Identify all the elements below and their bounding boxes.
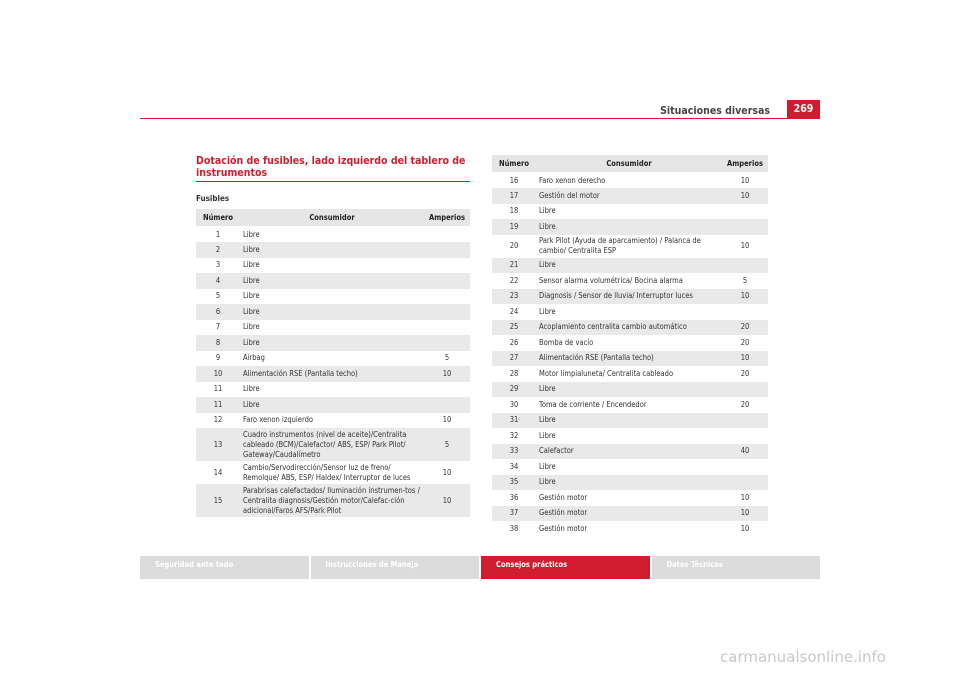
table-row: [196, 273, 470, 289]
fuse-consumer-cell: Libre: [536, 428, 722, 444]
fuse-consumer-cell: Libre: [240, 320, 424, 336]
fuse-amps-cell: 10: [722, 188, 768, 204]
fuse-amps-cell: 20: [722, 335, 768, 351]
fuse-number-cell: 22: [492, 273, 536, 289]
fuse-number-cell: 13: [196, 428, 240, 461]
fuse-amps-cell: 5: [424, 351, 470, 367]
table-row: [492, 382, 768, 398]
fuse-amps-cell: [424, 258, 470, 274]
fuse-number-cell: 2: [196, 242, 240, 258]
fuse-amps-cell: 40: [722, 444, 768, 460]
fuse-consumer-cell: Libre: [536, 459, 722, 475]
fuse-amps-cell: [424, 304, 470, 320]
table-header-row: [492, 155, 768, 173]
fuse-consumer-cell: Faro xenon izquierdo: [240, 413, 424, 429]
fuse-consumer-cell: Libre: [536, 304, 722, 320]
fuse-consumer-cell: Libre: [536, 204, 722, 220]
table-row: [492, 366, 768, 382]
fuse-consumer-cell: Libre: [240, 258, 424, 274]
fuse-consumer-cell: Gestión motor: [536, 490, 722, 506]
fuse-amps-cell: [424, 289, 470, 305]
header-divider: [140, 118, 820, 119]
page-number: 269: [787, 100, 820, 118]
fuse-amps-cell: [722, 475, 768, 491]
table-row: [492, 351, 768, 367]
footer-tab-4[interactable]: Datos Técnicos: [652, 556, 821, 579]
footer-nav: [140, 556, 820, 579]
fuse-table-right: [492, 155, 768, 537]
fuse-amps-cell: [722, 413, 768, 429]
table-row: [492, 258, 768, 274]
fuse-table-left: [196, 209, 470, 517]
fuse-consumer-cell: Gestión del motor: [536, 188, 722, 204]
fuse-consumer-cell: Park Pilot (Ayuda de aparcamiento) / Palanca de cambio/ Centralita ESP: [536, 235, 722, 258]
table-row: [196, 227, 470, 243]
table-row: [196, 484, 470, 517]
fuse-amps-cell: 5: [722, 273, 768, 289]
table-row: [492, 428, 768, 444]
fuse-amps-cell: 10: [722, 490, 768, 506]
fuse-amps-cell: [424, 397, 470, 413]
table-row: [196, 351, 470, 367]
table-row: [492, 235, 768, 258]
fuse-number-cell: 5: [196, 289, 240, 305]
fuse-consumer-cell: Calefactor: [536, 444, 722, 460]
fuse-amps-cell: [424, 227, 470, 243]
fuse-number-cell: 23: [492, 289, 536, 305]
fuse-number-cell: 6: [196, 304, 240, 320]
fuse-number-cell: 38: [492, 521, 536, 537]
table-row: [492, 219, 768, 235]
fuse-consumer-cell: Libre: [240, 273, 424, 289]
table-row: [196, 258, 470, 274]
watermark: carmanualsonline.info: [720, 648, 886, 666]
fuse-number-cell: 25: [492, 320, 536, 336]
fuse-amps-cell: 10: [424, 484, 470, 517]
fuse-amps-cell: 5: [424, 428, 470, 461]
fuse-number-cell: 16: [492, 173, 536, 189]
column-header-amps: Amperios: [722, 155, 768, 173]
table-row: [196, 413, 470, 429]
fuse-consumer-cell: Airbag: [240, 351, 424, 367]
fuse-amps-cell: [722, 204, 768, 220]
fuse-amps-cell: 10: [722, 289, 768, 305]
table-row: [196, 397, 470, 413]
table-row: [492, 521, 768, 537]
fuse-number-cell: 32: [492, 428, 536, 444]
fuse-amps-cell: 20: [722, 366, 768, 382]
table-row: [196, 335, 470, 351]
fuse-number-cell: 11: [196, 397, 240, 413]
table-row: [492, 413, 768, 429]
fuse-consumer-cell: Libre: [240, 397, 424, 413]
fuse-consumer-cell: Gestión motor: [536, 506, 722, 522]
table-row: [492, 204, 768, 220]
fuse-number-cell: 29: [492, 382, 536, 398]
fuse-number-cell: 18: [492, 204, 536, 220]
fuse-consumer-cell: Acoplamiento centralita cambio automático: [536, 320, 722, 336]
section-title: Dotación de fusibles, lado izquierdo del tablero de instrumentos: [196, 155, 466, 179]
fuse-amps-cell: 10: [424, 366, 470, 382]
fuse-number-cell: 30: [492, 397, 536, 413]
table-row: [492, 459, 768, 475]
fuse-consumer-cell: Alimentación RSE (Pantalla techo): [240, 366, 424, 382]
footer-tab-3[interactable]: Consejos prácticos: [481, 556, 650, 579]
fuse-number-cell: 12: [196, 413, 240, 429]
fuse-amps-cell: [424, 335, 470, 351]
table-row: [492, 273, 768, 289]
fuse-number-cell: 9: [196, 351, 240, 367]
table-row: [492, 444, 768, 460]
fuse-consumer-cell: Diagnosis / Sensor de lluvia/ Interruptor luces: [536, 289, 722, 305]
fuse-number-cell: 26: [492, 335, 536, 351]
fuse-number-cell: 24: [492, 304, 536, 320]
table-row: [492, 304, 768, 320]
table-row: [492, 506, 768, 522]
fuse-consumer-cell: Libre: [536, 413, 722, 429]
chapter-title: Situaciones diversas: [660, 105, 770, 117]
table-row: [492, 320, 768, 336]
fuse-number-cell: 31: [492, 413, 536, 429]
fuse-number-cell: 33: [492, 444, 536, 460]
fuse-amps-cell: [424, 320, 470, 336]
column-header-number: Número: [196, 209, 240, 227]
fuse-amps-cell: [722, 304, 768, 320]
fuse-amps-cell: [424, 382, 470, 398]
fuse-amps-cell: [424, 273, 470, 289]
table-row: [492, 397, 768, 413]
fuse-consumer-cell: Libre: [536, 219, 722, 235]
fuse-consumer-cell: Alimentación RSE (Pantalla techo): [536, 351, 722, 367]
fuse-number-cell: 19: [492, 219, 536, 235]
fuse-amps-cell: 10: [722, 521, 768, 537]
fuse-consumer-cell: Parabrisas calefactados/ Iluminación instrumen-tos / Centralita diagnosis/Gestión motor/Calefac-ción adicional/Faros AFS/Park Pilot: [240, 484, 424, 517]
fuse-number-cell: 21: [492, 258, 536, 274]
fuse-number-cell: 4: [196, 273, 240, 289]
fuse-consumer-cell: Libre: [240, 335, 424, 351]
table-row: [492, 188, 768, 204]
column-header-amps: Amperios: [424, 209, 470, 227]
fuse-amps-cell: 10: [722, 351, 768, 367]
table-row: [196, 366, 470, 382]
table-row: [196, 461, 470, 484]
fuse-consumer-cell: Gestión motor: [536, 521, 722, 537]
fuse-consumer-cell: Libre: [240, 227, 424, 243]
fuse-amps-cell: 20: [722, 397, 768, 413]
fuse-number-cell: 15: [196, 484, 240, 517]
table-row: [196, 320, 470, 336]
fuse-amps-cell: [424, 242, 470, 258]
footer-tab-1[interactable]: Seguridad ante todo: [140, 556, 309, 579]
fuse-consumer-cell: Bomba de vacío: [536, 335, 722, 351]
fuse-consumer-cell: Cambio/Servodirección/Sensor luz de freno/ Remolque/ ABS, ESP/ Haldex/ Interruptor de luces: [240, 461, 424, 484]
fuse-amps-cell: 20: [722, 320, 768, 336]
fuse-consumer-cell: Toma de corriente / Encendedor: [536, 397, 722, 413]
fuse-consumer-cell: Faro xenon derecho: [536, 173, 722, 189]
fuse-consumer-cell: Cuadro instrumentos (nivel de aceite)/Centralita cableado (BCM)/Calefactor/ ABS, ESP/ Park Pilot/ Gateway/Caudalímetro: [240, 428, 424, 461]
table-row: [196, 304, 470, 320]
table-row: [492, 289, 768, 305]
fuse-number-cell: 7: [196, 320, 240, 336]
table-row: [492, 475, 768, 491]
fuse-consumer-cell: Libre: [240, 382, 424, 398]
fuse-amps-cell: 10: [722, 506, 768, 522]
column-header-number: Número: [492, 155, 536, 173]
fuse-consumer-cell: Motor limpialuneta/ Centralita cableado: [536, 366, 722, 382]
fuse-consumer-cell: Libre: [536, 258, 722, 274]
footer-tab-2[interactable]: Instrucciones de Manejo: [311, 556, 480, 579]
fuse-amps-cell: 10: [424, 461, 470, 484]
fuse-consumer-cell: Libre: [240, 304, 424, 320]
fuse-number-cell: 10: [196, 366, 240, 382]
fuse-consumer-cell: Libre: [240, 289, 424, 305]
fuse-number-cell: 37: [492, 506, 536, 522]
fuses-subheading: Fusibles: [196, 194, 230, 203]
fuse-consumer-cell: Sensor alarma volumétrica/ Bocina alarma: [536, 273, 722, 289]
fuse-number-cell: 8: [196, 335, 240, 351]
column-header-consumer: Consumidor: [240, 209, 424, 227]
fuse-number-cell: 17: [492, 188, 536, 204]
section-divider: [196, 181, 470, 182]
fuse-amps-cell: 10: [722, 173, 768, 189]
fuse-number-cell: 11: [196, 382, 240, 398]
fuse-amps-cell: [722, 219, 768, 235]
fuse-number-cell: 36: [492, 490, 536, 506]
fuse-number-cell: 35: [492, 475, 536, 491]
fuse-number-cell: 28: [492, 366, 536, 382]
table-row: [492, 335, 768, 351]
table-header-row: [196, 209, 470, 227]
column-header-consumer: Consumidor: [536, 155, 722, 173]
fuse-consumer-cell: Libre: [240, 242, 424, 258]
fuse-number-cell: 1: [196, 227, 240, 243]
table-row: [196, 289, 470, 305]
fuse-number-cell: 14: [196, 461, 240, 484]
fuse-amps-cell: [722, 382, 768, 398]
fuse-consumer-cell: Libre: [536, 382, 722, 398]
table-row: [196, 242, 470, 258]
fuse-amps-cell: 10: [424, 413, 470, 429]
fuse-number-cell: 27: [492, 351, 536, 367]
table-row: [492, 490, 768, 506]
fuse-amps-cell: [722, 258, 768, 274]
fuse-amps-cell: [722, 459, 768, 475]
fuse-amps-cell: 10: [722, 235, 768, 258]
fuse-consumer-cell: Libre: [536, 475, 722, 491]
fuse-number-cell: 34: [492, 459, 536, 475]
fuse-number-cell: 3: [196, 258, 240, 274]
fuse-number-cell: 20: [492, 235, 536, 258]
table-row: [492, 173, 768, 189]
fuse-amps-cell: [722, 428, 768, 444]
table-row: [196, 382, 470, 398]
table-row: [196, 428, 470, 461]
